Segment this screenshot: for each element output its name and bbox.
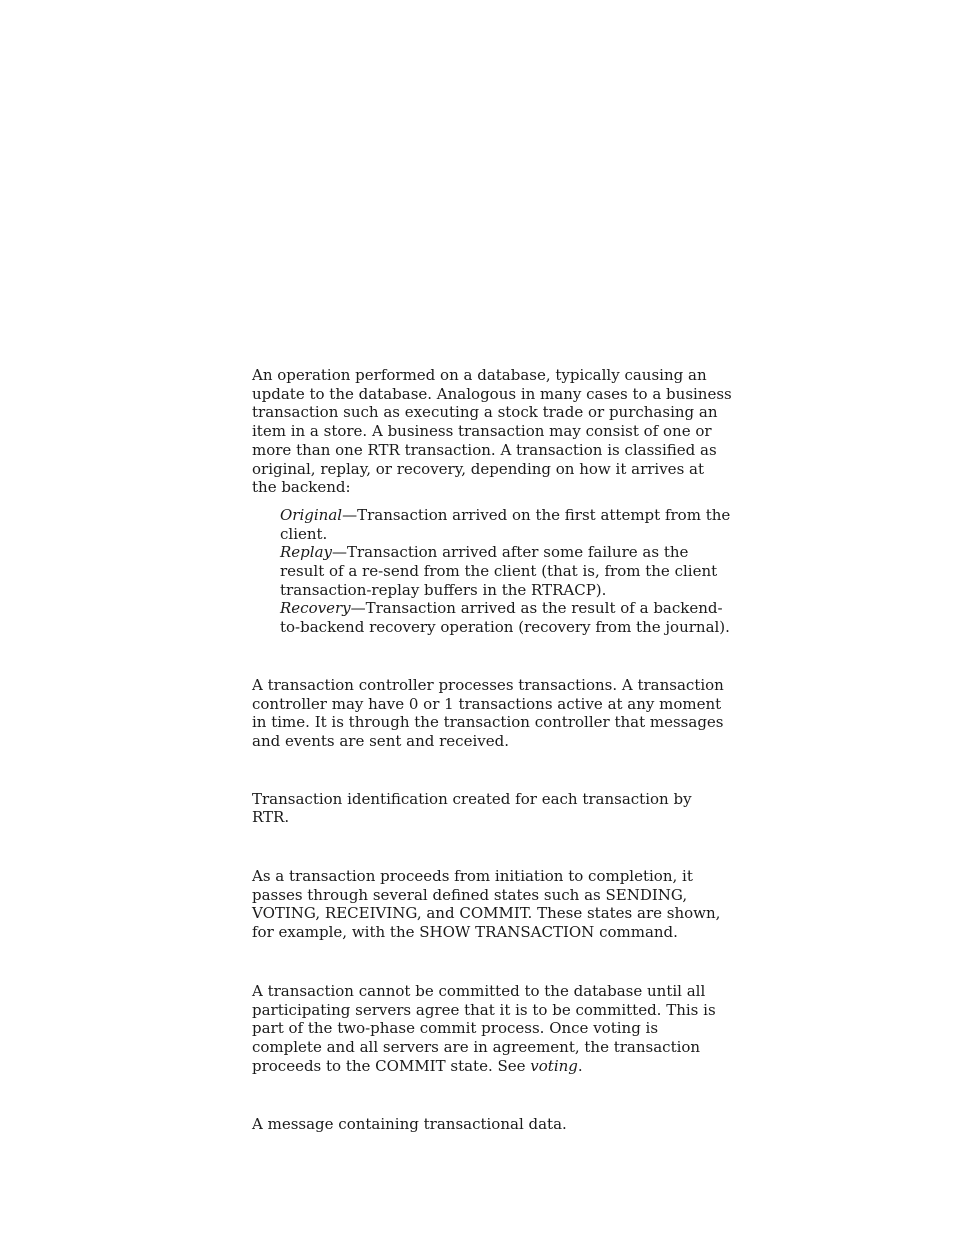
term-original: Original xyxy=(280,505,343,524)
definition-transaction-controller: A transaction controller processes transactions. A transaction controller may have 0 or 1 transactions active at any moment in time. It is through the transaction controller that messages and events are sent and received. xyxy=(252,675,724,750)
transaction-type-list xyxy=(280,506,732,637)
spacer xyxy=(252,751,732,790)
description-original: —Transaction arrived on the first attempt from the client. xyxy=(280,505,731,543)
spacer xyxy=(252,1075,732,1115)
cross-reference-voting: voting xyxy=(530,1056,578,1075)
term-replay: Replay xyxy=(280,543,332,562)
list-item-recovery xyxy=(280,599,732,636)
definition-transactional-message: A message containing transactional data. xyxy=(252,1115,567,1134)
definition-transactional-voting xyxy=(252,982,732,1076)
spacer xyxy=(252,827,732,867)
voting-definition-text: A transaction cannot be committed to the database until all participating servers agree that it is to be committed. This is part of the two-phase commit process. Once voting is complete and all servers are in agreement, the transaction proceeds to the COMMIT state. See xyxy=(252,981,716,1075)
list-item-original xyxy=(280,506,732,543)
voting-definition-end: . xyxy=(577,1056,583,1075)
glossary-body xyxy=(252,366,732,1134)
description-recovery: —Transaction arrived as the result of a backend-to-backend recovery operation (recovery from the journal). xyxy=(280,599,730,637)
spacer xyxy=(252,637,732,676)
definition-transaction-state: As a transaction proceeds from initiation to completion, it passes through several defined states such as SENDING, VOTING, RECEIVING, and COMMIT. These states are shown, for example, with the SHOW TRANSACTION command. xyxy=(252,867,721,942)
list-item-replay xyxy=(280,543,732,599)
term-recovery: Recovery xyxy=(280,599,351,618)
description-replay: —Transaction arrived after some failure as the result of a re-send from the client (that is, from the client transaction-replay buffers in the RTRACP). xyxy=(280,543,718,599)
definition-transaction: An operation performed on a database, typically causing an update to the database. Analogous in many cases to a business transaction such as executing a stock trade or purchasing an item in a store. A business transaction may consist of one or more than one RTR transaction. A transaction is classified as original, replay, or recovery, depending on how it arrives at the backend: xyxy=(252,366,732,497)
definition-transaction-id: Transaction identification created for each transaction by RTR. xyxy=(252,789,692,827)
spacer xyxy=(252,942,732,982)
